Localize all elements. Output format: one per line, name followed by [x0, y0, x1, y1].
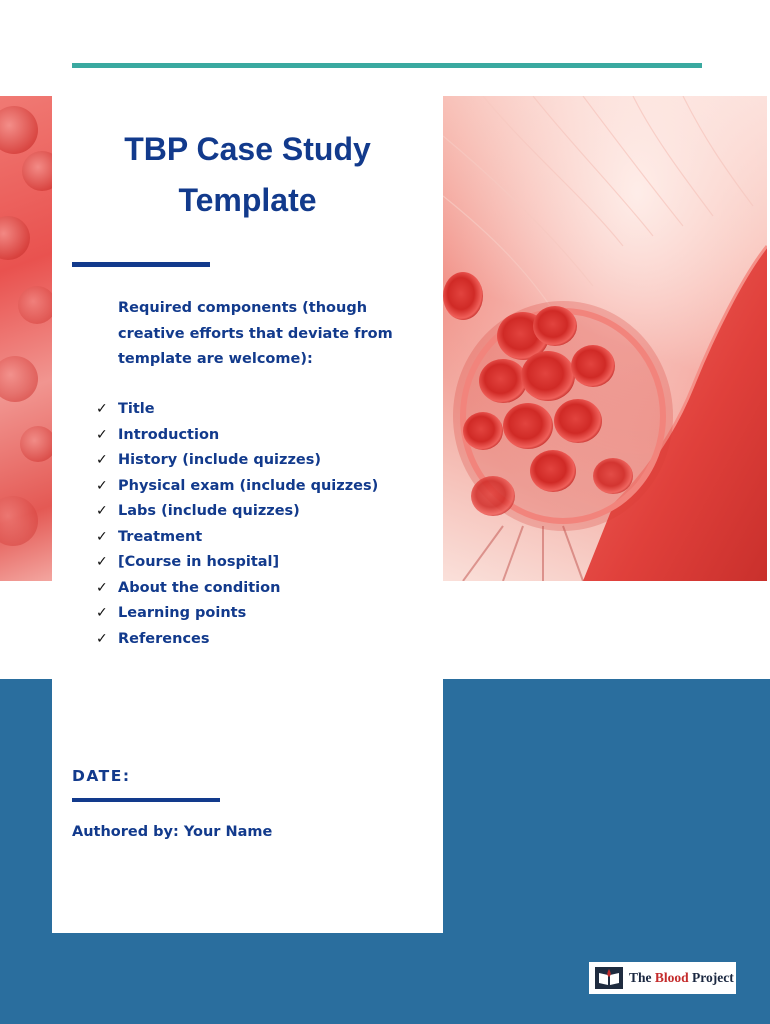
checklist-item — [96, 550, 378, 576]
open-book-blood-drop-icon — [595, 967, 623, 989]
checklist-item-label: Labs (include quizzes) — [118, 503, 300, 519]
title-underline — [72, 262, 210, 267]
author-line: Authored by: Your Name — [72, 824, 273, 840]
title-line-2: Template — [178, 182, 317, 218]
checklist-item — [96, 474, 378, 500]
checkmark-icon: ✓ — [96, 401, 108, 417]
checklist-item — [96, 499, 378, 525]
blood-vessel-illustration — [443, 96, 767, 581]
checklist-item-label: [Course in hospital] — [118, 554, 280, 570]
date-underline — [72, 798, 220, 802]
checkmark-icon: ✓ — [96, 528, 108, 545]
top-teal-rule — [72, 63, 702, 68]
checkmark-icon: ✓ — [96, 554, 108, 570]
checklist-item — [96, 448, 378, 474]
checklist-item — [96, 627, 378, 653]
checkmark-icon: ✓ — [96, 579, 108, 596]
checklist-item — [96, 601, 378, 627]
checkmark-icon: ✓ — [96, 452, 108, 468]
component-checklist — [96, 397, 378, 652]
checkmark-icon: ✓ — [96, 630, 108, 647]
checklist-item-label: About the condition — [118, 579, 281, 596]
checklist-item — [96, 525, 378, 551]
page-title — [52, 124, 443, 226]
checklist-item — [96, 576, 378, 602]
date-label: DATE: — [72, 767, 131, 785]
checklist-item-label: Treatment — [118, 528, 203, 545]
checklist-item-label: Physical exam (include quizzes) — [118, 477, 379, 494]
checkmark-icon: ✓ — [96, 503, 108, 519]
checkmark-icon: ✓ — [96, 605, 108, 621]
checklist-item-label: Title — [118, 401, 155, 417]
checklist-item-label: References — [118, 630, 210, 647]
checkmark-icon: ✓ — [96, 426, 108, 443]
logo-text: The Blood Project — [629, 970, 734, 985]
checkmark-icon: ✓ — [96, 477, 108, 494]
title-line-1: TBP Case Study — [124, 131, 371, 167]
checklist-item — [96, 397, 378, 423]
checklist-item-label: History (include quizzes) — [118, 452, 321, 468]
left-blood-cells-image — [0, 96, 52, 581]
checklist-item-label: Introduction — [118, 426, 220, 443]
intro-text: Required components (though creative efforts that deviate from template are welcome): — [118, 300, 393, 367]
blood-project-logo — [589, 962, 736, 994]
checklist-item — [96, 423, 378, 449]
checklist-item-label: Learning points — [118, 605, 247, 621]
